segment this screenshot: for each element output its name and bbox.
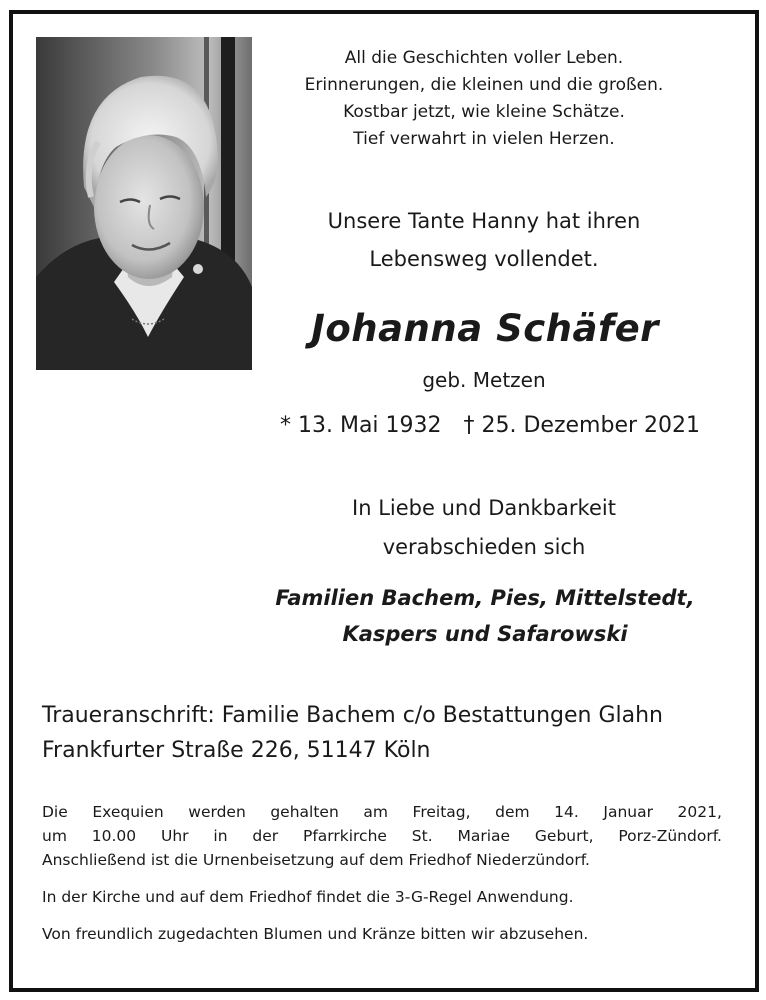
exequies-paragraph (42, 800, 722, 872)
portrait-photo (36, 37, 252, 370)
birth-date: * 13. Mai 1932 (279, 413, 442, 438)
word: am (363, 803, 388, 821)
farewell-line: verabschieden sich (382, 535, 586, 559)
exequies-line-3: Anschließend ist die Urnenbeisetzung auf dem Friedhof Niederzündorf. (42, 851, 590, 869)
poem-line: Erinnerungen, die kleinen und die großen. (304, 75, 664, 95)
families-line: Familien Bachem, Pies, Mittelstedt, (275, 586, 695, 610)
word: Geburt, (534, 827, 594, 845)
covid-rule: In der Kirche und auf dem Friedhof findet die 3-G-Regel Anwendung. (42, 888, 574, 906)
life-dates (255, 413, 725, 438)
word: 14. (554, 803, 579, 821)
poem-line: Tief verwahrt in vielen Herzen. (353, 129, 615, 149)
word: St. (411, 827, 433, 845)
intro-text (274, 202, 694, 278)
intro-line: Lebensweg vollendet. (369, 247, 599, 271)
intro-line: Unsere Tante Hanny hat ihren (327, 209, 641, 233)
exequies-line-1 (42, 800, 722, 824)
farewell-text (274, 489, 694, 567)
exequies-line-2 (42, 824, 722, 848)
born-name: geb. Metzen (422, 368, 546, 392)
word: werden (188, 803, 246, 821)
deceased-name: Johanna Schäfer (311, 307, 659, 350)
word: Uhr (161, 827, 189, 845)
word: 2021, (677, 803, 722, 821)
word: um (42, 827, 67, 845)
word: gehalten (270, 803, 339, 821)
poem-line: Kostbar jetzt, wie kleine Schätze. (343, 102, 625, 122)
word: Die (42, 803, 68, 821)
service-info (42, 800, 722, 946)
word: Mariae (457, 827, 511, 845)
mourning-families (240, 580, 730, 652)
mourning-address (42, 698, 732, 768)
families-line: Kaspers und Safarowski (342, 622, 628, 646)
word: 10.00 (91, 827, 137, 845)
poem-line: All die Geschichten voller Leben. (344, 48, 624, 68)
word: Porz-Zündorf. (618, 827, 722, 845)
word: Exequien (92, 803, 164, 821)
word: in (213, 827, 228, 845)
word: Pfarrkirche (302, 827, 387, 845)
word: der (252, 827, 279, 845)
flowers-note: Von freundlich zugedachten Blumen und Kränze bitten wir abzusehen. (42, 925, 589, 943)
word: Freitag, (412, 803, 471, 821)
address-line: Traueranschrift: Familie Bachem c/o Bestattungen Glahn (42, 703, 663, 728)
death-date: † 25. Dezember 2021 (463, 413, 701, 438)
word: dem (495, 803, 530, 821)
address-line: Frankfurter Straße 226, 51147 Köln (42, 738, 431, 763)
word: Januar (603, 803, 653, 821)
farewell-line: In Liebe und Dankbarkeit (352, 496, 616, 520)
poem (274, 45, 694, 153)
